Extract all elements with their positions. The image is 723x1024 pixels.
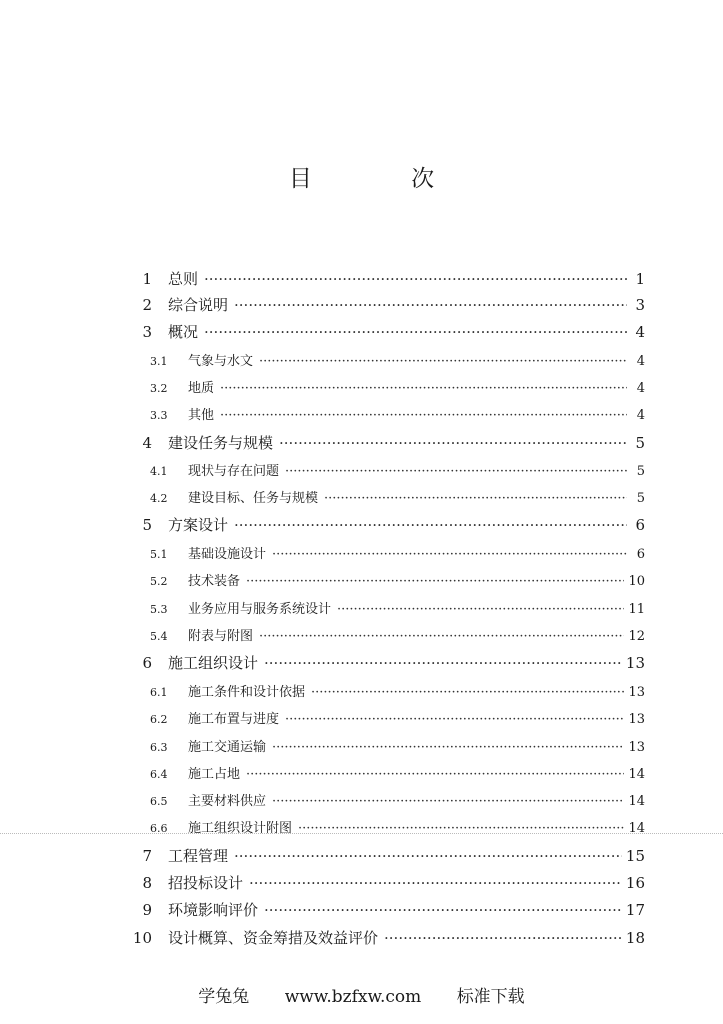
toc-entry-label: 业务应用与服务系统设计 <box>188 602 332 617</box>
toc-entry-number: 7 <box>142 847 152 865</box>
footer <box>0 982 723 1007</box>
toc-entry[interactable] <box>128 652 645 673</box>
toc-leader-dots <box>249 874 622 892</box>
toc-entry[interactable] <box>150 736 645 755</box>
toc-entry[interactable] <box>150 543 645 562</box>
toc-entry-label: 施工组织设计附图 <box>188 821 293 836</box>
toc-entry-label: 招投标设计 <box>168 874 244 892</box>
toc-entry-label: 基础设施设计 <box>188 547 267 562</box>
toc-entry-label: 技术装备 <box>188 574 241 589</box>
toc-entry-page: 13 <box>628 712 645 727</box>
toc-entry-page: 6 <box>635 516 645 534</box>
toc-entry[interactable] <box>128 321 645 342</box>
toc-entry[interactable] <box>150 570 645 589</box>
toc-entry-page: 10 <box>628 574 645 589</box>
toc-entry-label: 工程管理 <box>168 847 229 865</box>
toc-entry-page: 6 <box>636 547 645 562</box>
page-title: 目 次 <box>288 166 481 192</box>
toc-entry-label: 综合说明 <box>168 296 229 314</box>
toc-entry-number: 10 <box>132 929 152 947</box>
toc-leader-dots <box>220 408 627 423</box>
toc-leader-dots <box>337 602 624 617</box>
toc-leader-dots <box>234 296 627 314</box>
toc-entry-number: 6.5 <box>150 795 168 808</box>
toc-leader-dots <box>264 901 622 919</box>
toc-entry[interactable] <box>150 377 645 396</box>
toc-entry-label: 环境影响评价 <box>168 901 259 919</box>
toc-entry-number: 5.3 <box>150 603 168 616</box>
toc-entry-number: 5.4 <box>150 630 168 643</box>
toc-entry-page: 5 <box>636 491 645 506</box>
toc-entry-number: 5 <box>142 516 152 534</box>
toc-leader-dots <box>234 516 627 534</box>
toc-entry-page: 4 <box>636 408 645 423</box>
toc-entry-number: 6 <box>142 654 152 672</box>
toc-entry-label: 现状与存在问题 <box>188 464 280 479</box>
toc-leader-dots <box>272 794 624 809</box>
toc-leader-dots <box>204 270 627 288</box>
toc-entry-number: 6.6 <box>150 822 168 835</box>
toc-entry-number: 1 <box>142 270 152 288</box>
toc-entry-page: 15 <box>625 847 645 865</box>
toc-entry-number: 5.2 <box>150 575 168 588</box>
toc-leader-dots <box>246 574 624 589</box>
toc-entry-number: 9 <box>142 901 152 919</box>
toc-entry[interactable] <box>150 625 645 644</box>
toc-entry[interactable] <box>128 294 645 315</box>
toc-entry-page: 3 <box>635 296 645 314</box>
toc-entry-number: 6.1 <box>150 686 168 699</box>
toc-entry-page: 13 <box>628 740 645 755</box>
toc-entry-number: 4 <box>142 434 152 452</box>
toc-entry-page: 4 <box>636 354 645 369</box>
toc-entry-label: 概况 <box>168 323 199 341</box>
toc-entry[interactable] <box>150 708 645 727</box>
toc-entry-number: 3.2 <box>150 382 168 395</box>
toc-entry-label: 建设任务与规模 <box>168 434 274 452</box>
toc-entry-page: 4 <box>636 381 645 396</box>
toc-entry-label: 附表与附图 <box>188 629 254 644</box>
toc-entry[interactable] <box>150 790 645 809</box>
toc-entry-number: 8 <box>142 874 152 892</box>
toc-leader-dots <box>220 381 627 396</box>
toc-entry-number: 4.1 <box>150 465 168 478</box>
toc-entry[interactable] <box>128 872 645 893</box>
toc-entry-label: 施工占地 <box>188 767 241 782</box>
toc-leader-dots <box>285 712 624 727</box>
toc-entry[interactable] <box>150 350 645 369</box>
toc-entry-label: 方案设计 <box>168 516 229 534</box>
scan-artifact-line <box>0 833 723 834</box>
toc-entry-page: 14 <box>628 767 645 782</box>
footer-tagline: 标准下载 <box>456 987 525 1007</box>
toc-entry-label: 施工组织设计 <box>168 654 259 672</box>
toc-leader-dots <box>324 491 627 506</box>
toc-entry-number: 2 <box>142 296 152 314</box>
toc-leader-dots <box>264 654 622 672</box>
toc-entry[interactable] <box>150 487 645 506</box>
toc-leader-dots <box>285 464 627 479</box>
toc-entry-number: 4.2 <box>150 492 168 505</box>
toc-entry-label: 主要材料供应 <box>188 794 267 809</box>
toc-entry[interactable] <box>128 514 645 535</box>
toc-entry-label: 地质 <box>188 381 215 396</box>
toc-leader-dots <box>234 847 622 865</box>
toc-entry-page: 4 <box>635 323 645 341</box>
toc-leader-dots <box>272 547 627 562</box>
toc-entry-label: 施工布置与进度 <box>188 712 280 727</box>
footer-brand: 学兔兔 <box>198 987 250 1007</box>
footer-url[interactable]: www.bzfxw.com <box>284 987 422 1007</box>
toc-entry[interactable] <box>150 681 645 700</box>
toc-entry-label: 建设目标、任务与规模 <box>188 491 319 506</box>
toc-entry-page: 14 <box>628 821 645 836</box>
toc-entry[interactable] <box>150 404 645 423</box>
toc-entry-page: 13 <box>628 685 645 700</box>
toc-entry-page: 5 <box>635 434 645 452</box>
toc-entry-label: 气象与水文 <box>188 354 254 369</box>
toc-entry-label: 施工交通运输 <box>188 740 267 755</box>
toc-entry-page: 12 <box>628 629 645 644</box>
toc-leader-dots <box>259 354 627 369</box>
toc-entry-label: 总则 <box>168 270 199 288</box>
toc-leader-dots <box>272 740 624 755</box>
toc-entry[interactable] <box>128 268 645 289</box>
toc-entry-page: 18 <box>625 929 645 947</box>
toc-leader-dots <box>279 434 627 452</box>
toc-entry-page: 5 <box>636 464 645 479</box>
toc-entry-label: 设计概算、资金筹措及效益评价 <box>168 929 379 947</box>
toc-entry-label: 其他 <box>188 408 215 423</box>
toc-leader-dots <box>384 929 622 947</box>
toc-entry-page: 16 <box>625 874 645 892</box>
toc-entry-page: 13 <box>625 654 645 672</box>
toc-entry-number: 3 <box>142 323 152 341</box>
toc-entry-number: 5.1 <box>150 548 168 561</box>
toc-entry-number: 6.3 <box>150 741 168 754</box>
toc-entry-number: 3.3 <box>150 409 168 422</box>
toc-entry-page: 17 <box>625 901 645 919</box>
toc-entry[interactable] <box>150 763 645 782</box>
toc-entry-number: 6.4 <box>150 768 168 781</box>
toc-entry[interactable] <box>128 845 645 866</box>
toc-entry-number: 3.1 <box>150 355 168 368</box>
toc-entry-page: 1 <box>635 270 645 288</box>
toc-entry[interactable] <box>128 432 645 453</box>
toc-entry[interactable] <box>128 899 645 920</box>
toc-entry[interactable] <box>128 927 645 948</box>
toc-entry[interactable] <box>150 598 645 617</box>
toc-entry-page: 11 <box>628 602 645 617</box>
toc-entry-page: 14 <box>628 794 645 809</box>
toc-leader-dots <box>204 323 627 341</box>
toc-entry-label: 施工条件和设计依据 <box>188 685 306 700</box>
toc-leader-dots <box>246 767 624 782</box>
toc-entry-number: 6.2 <box>150 713 168 726</box>
toc-leader-dots <box>259 629 624 644</box>
toc-entry[interactable] <box>150 460 645 479</box>
toc-leader-dots <box>311 685 624 700</box>
